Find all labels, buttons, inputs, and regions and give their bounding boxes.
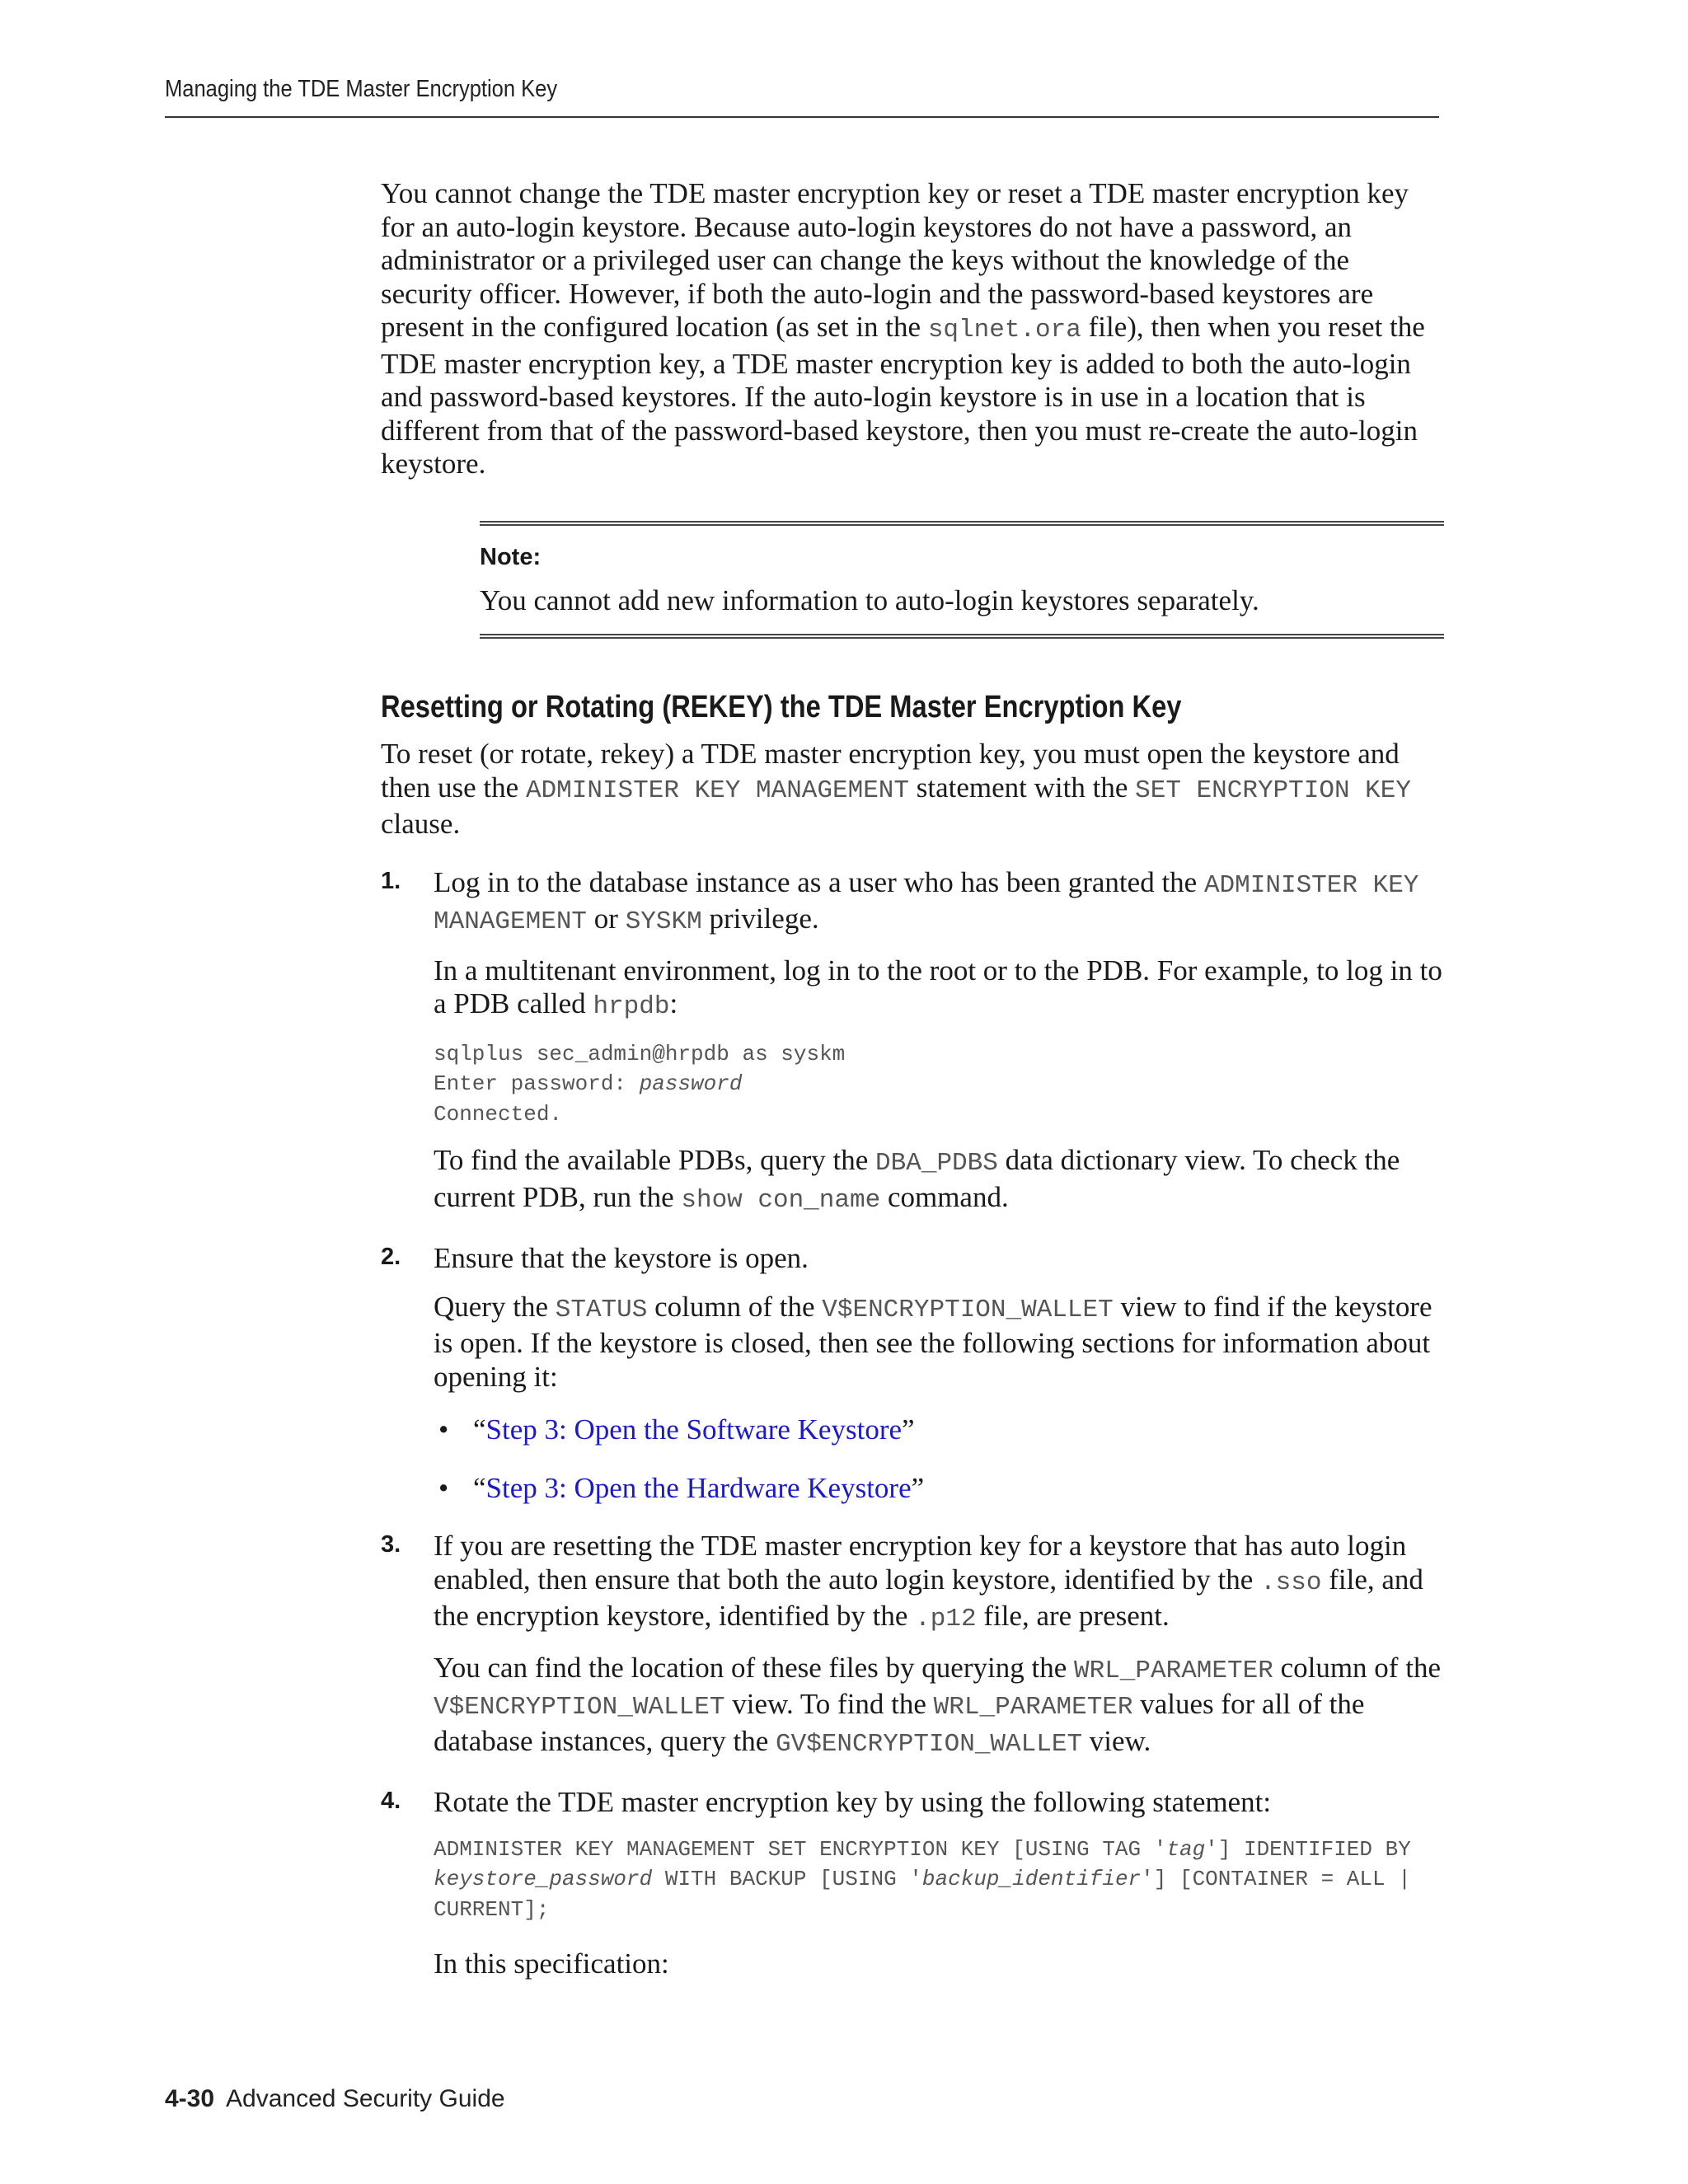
- code-segment: ADMINISTER KEY MANAGEMENT SET ENCRYPTION KEY [USING TAG ': [434, 1836, 1167, 1862]
- step-code: .p12: [915, 1605, 977, 1633]
- step-text: file, are present.: [976, 1600, 1170, 1632]
- code-placeholder: keystore_password: [434, 1867, 653, 1891]
- step-3-instruction: [434, 1530, 1444, 1637]
- step-text: Log in to the database instance as a user who has been granted the: [434, 865, 1204, 898]
- step-number: 3.: [381, 1531, 401, 1558]
- quote-open: “: [473, 1413, 486, 1446]
- step-number: 4.: [381, 1788, 401, 1814]
- section-heading: Resetting or Rotating (REKEY) the TDE Master Encryption Key: [381, 690, 1182, 724]
- step-code: V$ENCRYPTION_WALLET: [434, 1693, 725, 1722]
- step-text: To find the available PDBs, query the: [434, 1144, 876, 1176]
- section-text-3: clause.: [381, 808, 461, 840]
- step-text: view.: [1082, 1724, 1151, 1757]
- step-code: V$ENCRYPTION_WALLET: [822, 1295, 1114, 1324]
- code-segment: '] [CONTAINER = ALL |: [1141, 1867, 1411, 1891]
- step-code: WRL_PARAMETER: [933, 1693, 1133, 1722]
- step-1-detail: [434, 954, 1444, 1024]
- link-open-hardware-keystore[interactable]: Step 3: Open the Hardware Keystore: [485, 1471, 912, 1504]
- step-code: ADMINISTER KEY MANAGEMENT: [434, 870, 1419, 936]
- quote-open: “: [473, 1471, 486, 1504]
- section-text-1: To reset (or rotate, rekey) a TDE master encryption key, you must open the keystore and then use the: [381, 738, 1400, 804]
- step-text: or: [587, 902, 626, 935]
- link-open-software-keystore[interactable]: Step 3: Open the Software Keystore: [485, 1413, 903, 1446]
- code-block-login: [434, 1039, 1444, 1130]
- step-code: DBA_PDBS: [875, 1149, 998, 1178]
- running-header: Managing the TDE Master Encryption Key: [165, 76, 558, 102]
- step-text: column of the: [1273, 1651, 1441, 1684]
- section-code-2: SET ENCRYPTION KEY: [1135, 776, 1411, 805]
- step-text: You can find the location of these files by querying the: [434, 1651, 1074, 1684]
- step-1-tip: [434, 1144, 1444, 1217]
- section-intro: [381, 738, 1444, 841]
- section-text-2: statement with the: [909, 771, 1136, 804]
- step-text: command.: [880, 1180, 1009, 1213]
- step-text: In a multitenant environment, log in to the root or to the PDB. For example, to log in to a PDB called: [434, 954, 1442, 1019]
- step-4-instruction: Rotate the TDE master encryption key by using the following statement:: [434, 1786, 1272, 1818]
- step-code: .sso: [1260, 1568, 1322, 1597]
- step-text: view. To find the: [724, 1688, 934, 1720]
- step-number: 2.: [381, 1244, 401, 1270]
- related-links-list: [434, 1413, 1444, 1505]
- step-code: WRL_PARAMETER: [1073, 1656, 1273, 1685]
- list-item: [434, 1472, 1444, 1506]
- step-text: view to find if the keystore is open. If the keystore is closed, then see the following sections for information about opening it:: [434, 1290, 1432, 1393]
- step-2-detail: [434, 1291, 1444, 1394]
- page-footer: [165, 2085, 505, 2113]
- section-code-1: ADMINISTER KEY MANAGEMENT: [525, 776, 910, 805]
- step-number: 1.: [381, 867, 401, 894]
- header-rule: [165, 116, 1439, 118]
- step-text: file, and the encryption keystore, identified by the: [434, 1563, 1423, 1632]
- page-number: 4-30: [165, 2085, 215, 2112]
- step-text: If you are resetting the TDE master encryption key for a keystore that has auto login enabled, then ensure that both the auto login keystore, identified by the: [434, 1530, 1407, 1596]
- step-3: [381, 1530, 1444, 1761]
- note-title: Note:: [480, 543, 542, 570]
- code-block-rekey: [434, 1835, 1444, 1925]
- code-placeholder: password: [639, 1071, 743, 1096]
- step-1-instruction: [434, 866, 1444, 940]
- step-code: STATUS: [555, 1295, 648, 1324]
- quote-close: ”: [902, 1413, 915, 1446]
- note-text: You cannot add new information to auto-login keystores separately.: [480, 583, 1259, 616]
- intro-text-2: file), then when you reset the TDE master encryption key, a TDE master encryption key is added to both the auto-login and password-based keystores. If the auto-login keystore is in use in a location that is different from that of the password-based keystore, then you must re-create the auto-login keystore.: [381, 311, 1425, 480]
- intro-text-1: You cannot change the TDE master encryption key or reset a TDE master encryption key for an auto-login keystore. Because auto-login keystores do not have a password, an administrator or a privileged user can change the keys without the knowledge of the security officer. However, if both the auto-login and the password-based keystores are present in the configured location (as set in the: [381, 177, 1409, 343]
- quote-close: ”: [911, 1471, 925, 1504]
- intro-code-sqlnet: sqlnet.ora: [927, 316, 1081, 344]
- book-title: Advanced Security Guide: [226, 2085, 505, 2112]
- intro-paragraph: [381, 177, 1444, 481]
- step-text: Query the: [434, 1290, 556, 1323]
- code-placeholder: backup_identifier: [921, 1867, 1142, 1891]
- code-placeholder: tag: [1166, 1836, 1206, 1862]
- code-line: sqlplus sec_admin@hrpdb as syskm: [434, 1041, 846, 1066]
- code-line: Enter password:: [434, 1071, 640, 1096]
- code-line: Connected.: [434, 1101, 563, 1127]
- code-segment: WITH BACKUP [USING ': [652, 1867, 922, 1891]
- list-item: [434, 1413, 1444, 1447]
- page-body: [381, 177, 1444, 1981]
- step-code: hrpdb: [593, 992, 670, 1021]
- code-segment: CURRENT];: [434, 1896, 550, 1922]
- step-1: [381, 866, 1444, 1218]
- step-code: show con_name: [681, 1185, 881, 1215]
- code-segment: '] IDENTIFIED BY: [1205, 1836, 1411, 1862]
- step-text: column of the: [647, 1290, 823, 1323]
- step-text: data dictionary view. To check the current PDB, run the: [434, 1144, 1400, 1213]
- step-code: GV$ENCRYPTION_WALLET: [775, 1729, 1083, 1759]
- step-code: SYSKM: [625, 907, 702, 936]
- note-box: [480, 521, 1444, 640]
- step-3-detail: [434, 1652, 1444, 1762]
- step-2: [381, 1242, 1444, 1505]
- step-text: values for all of the database instances, query the: [434, 1688, 1365, 1757]
- step-text: privilege.: [701, 902, 819, 935]
- step-text: :: [669, 987, 678, 1019]
- step-2-instruction: Ensure that the keystore is open.: [434, 1242, 809, 1274]
- step-4-detail: In this specification:: [434, 1947, 669, 1980]
- step-4: [381, 1786, 1444, 1981]
